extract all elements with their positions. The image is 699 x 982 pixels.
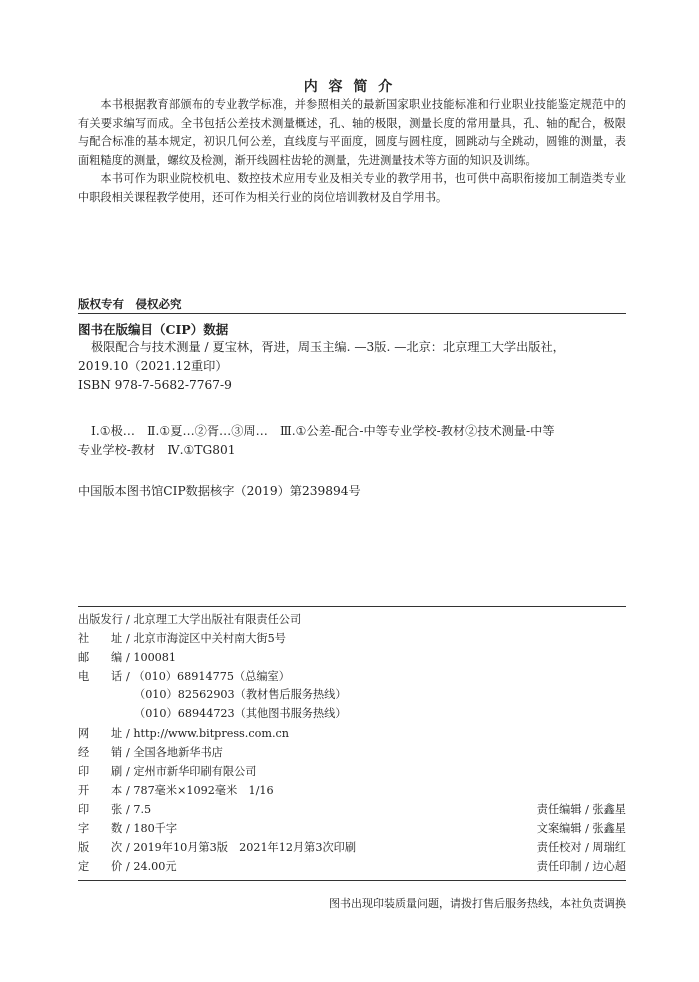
pub-label: 出版发行 bbox=[78, 613, 123, 626]
divider-publisher bbox=[78, 606, 626, 607]
quality-notice: 图书出现印装质量问题，请拨打售后服务热线，本社负责调换 bbox=[329, 897, 626, 910]
pub-label: 址 bbox=[111, 727, 123, 740]
pub-phone-3: （010）68944723（其他图书服务热线） bbox=[134, 707, 347, 720]
pub-label: 址 bbox=[111, 632, 123, 645]
pub-row-sheets bbox=[78, 800, 626, 819]
pub-value: / 180千字 bbox=[126, 822, 178, 835]
intro-title: 内 容 简 介 bbox=[303, 79, 396, 95]
pub-phone-2: （010）82562903（教材售后服务热线） bbox=[134, 688, 347, 701]
pub-value: / 24.00元 bbox=[126, 860, 177, 873]
pub-value: / 7.5 bbox=[126, 803, 152, 816]
cip-classification bbox=[78, 422, 626, 460]
cip-number bbox=[78, 482, 613, 501]
cip-block bbox=[78, 338, 626, 395]
pub-row-distributor bbox=[78, 743, 626, 762]
pub-row-format bbox=[78, 781, 626, 800]
pub-label: 价 bbox=[111, 860, 123, 873]
pub-label: 邮 bbox=[78, 651, 90, 664]
copyright-notice: 版权专有 侵权必究 bbox=[78, 297, 182, 311]
pub-value: / 100081 bbox=[126, 651, 177, 664]
pub-row-wordcount bbox=[78, 819, 626, 838]
pub-copy-editor: 文案编辑 / 张鑫星 bbox=[536, 822, 626, 835]
pub-label: 定 bbox=[78, 860, 90, 873]
pub-print-supervisor: 责任印制 / 边心超 bbox=[536, 860, 626, 873]
pub-label: 版 bbox=[78, 841, 90, 854]
pub-label: 开 bbox=[78, 784, 90, 797]
pub-label: 次 bbox=[111, 841, 123, 854]
pub-value: / 全国各地新华书店 bbox=[126, 746, 223, 759]
pub-responsible-editor: 责任编辑 / 张鑫星 bbox=[536, 803, 626, 816]
pub-label: 数 bbox=[111, 822, 123, 835]
pub-label: 本 bbox=[111, 784, 123, 797]
pub-label: 字 bbox=[78, 822, 90, 835]
pub-row-printer bbox=[78, 762, 626, 781]
pub-label: 印 bbox=[78, 803, 90, 816]
pub-row-publisher bbox=[78, 610, 626, 629]
pub-row-website bbox=[78, 724, 626, 743]
pub-label: 印 bbox=[78, 765, 90, 778]
cip-line-6: 中国版本图书馆CIP数据核字（2019）第239894号 bbox=[78, 484, 361, 498]
pub-label: 销 bbox=[111, 746, 123, 759]
pub-label: 电 bbox=[78, 670, 90, 683]
divider-bottom bbox=[78, 880, 626, 881]
cip-line-1: 极限配合与技术测量 / 夏宝林，胥进，周玉主编. —3版. —北京：北京理工大学出版社， bbox=[91, 340, 565, 354]
pub-value: / http://www.bitpress.com.cn bbox=[126, 727, 289, 740]
cip-title: 图书在版编目（CIP）数据 bbox=[78, 322, 229, 337]
cip-line-2: 2019.10（2021.12重印） bbox=[78, 359, 228, 373]
cip-line-4: Ⅰ.①极… Ⅱ.①夏…②胥…③周… Ⅲ.①公差-配合-中等专业学校-教材②技术测量-中等 bbox=[91, 424, 555, 438]
pub-value: / （010）68914775（总编室） bbox=[126, 670, 290, 683]
pub-value: / 北京理工大学出版社有限责任公司 bbox=[126, 613, 302, 626]
pub-row-address bbox=[78, 629, 626, 648]
pub-label: 张 bbox=[111, 803, 123, 816]
cip-line-5: 专业学校-教材 Ⅳ.①TG801 bbox=[78, 443, 236, 457]
pub-label: 刷 bbox=[111, 765, 123, 778]
pub-value: / 787毫米×1092毫米 1/16 bbox=[126, 784, 274, 797]
pub-value: / 北京市海淀区中关村南大街5号 bbox=[126, 632, 286, 645]
pub-row-edition bbox=[78, 838, 626, 857]
pub-row-phone bbox=[78, 667, 626, 686]
pub-label: 网 bbox=[78, 727, 90, 740]
intro-body bbox=[78, 96, 626, 207]
divider-top bbox=[78, 313, 626, 314]
pub-value: / 定州市新华印刷有限公司 bbox=[126, 765, 257, 778]
pub-row-price bbox=[78, 857, 626, 876]
pub-proofreader: 责任校对 / 周瑞红 bbox=[536, 841, 626, 854]
cip-isbn: ISBN 978-7-5682-7767-9 bbox=[78, 378, 232, 392]
pub-label: 经 bbox=[78, 746, 90, 759]
intro-paragraph-1: 本书根据教育部颁布的专业教学标准，并参照相关的最新国家职业技能标准和行业职业技能鉴定规范中的有关要求编写而成。全书包括公差技术测量概述，孔、轴的极限，测量长度的常用量具，孔、轴的配合，极限与配合标准的基本规定，初识几何公差，直线度与平面度，圆度与圆柱度，圆跳动与全跳动，圆锥的测量，表面粗糙度的测量，螺纹及检测，渐开线圆柱齿轮的测量，先进测量技术等方面的知识及训练。 bbox=[78, 98, 626, 167]
pub-row-postcode bbox=[78, 648, 626, 667]
pub-label: 编 bbox=[111, 651, 123, 664]
pub-value: / 2019年10月第3版 2021年12月第3次印刷 bbox=[126, 841, 357, 854]
pub-label: 社 bbox=[78, 632, 90, 645]
intro-paragraph-2: 本书可作为职业院校机电、数控技术应用专业及相关专业的教学用书，也可供中高职衔接加工制造类专业中职段相关课程教学使用，还可作为相关行业的岗位培训教材及自学用书。 bbox=[78, 172, 626, 204]
pub-label: 话 bbox=[111, 670, 123, 683]
